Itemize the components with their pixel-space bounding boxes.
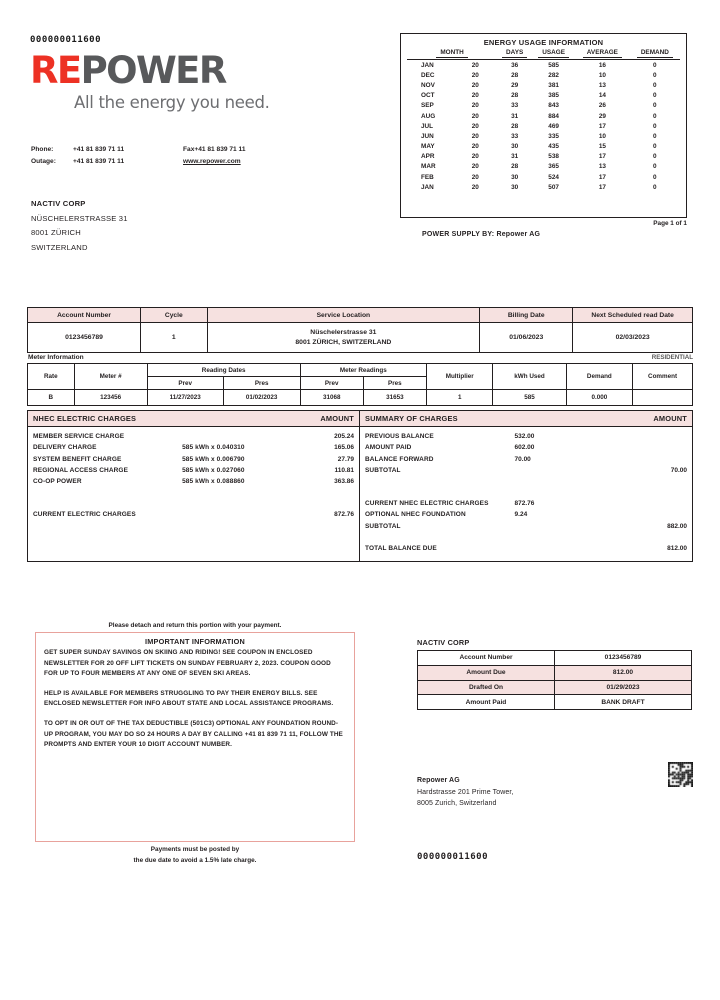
header-service-location: Service Location (207, 308, 480, 323)
charge-line-item (33, 454, 354, 465)
summary-amount-header: AMOUNT (653, 414, 687, 423)
usage-days: 30 (511, 183, 519, 191)
usage-value: 335 (548, 132, 559, 140)
usage-average: 10 (598, 71, 606, 79)
header-meterread-prev: Prev (300, 377, 363, 390)
usage-days: 33 (511, 102, 519, 110)
usage-year: 20 (471, 81, 479, 89)
usage-month: APR (421, 153, 435, 161)
usage-month: FEB (421, 173, 434, 181)
charge-line-item (33, 431, 354, 442)
usage-average: 14 (598, 92, 606, 100)
table-row (407, 152, 680, 162)
usage-demand: 0 (653, 81, 657, 89)
usage-month: NOV (421, 81, 435, 89)
table-row (407, 172, 680, 182)
charge-amount: 27.79 (337, 455, 354, 463)
stub-row-label: Amount Paid (418, 695, 555, 710)
summary-of-charges-body (360, 427, 692, 554)
summary-spacer-1 (365, 476, 687, 498)
account-summary-head (28, 308, 693, 323)
remit-company-name: Repower AG (417, 777, 460, 784)
usage-month: JUN (421, 132, 434, 140)
summary-description: SUBTOTAL (365, 522, 401, 530)
usage-month: JAN (421, 61, 434, 69)
customer-street: NÜSCHELERSTRASSE 31 (31, 213, 128, 223)
value-comment (633, 390, 693, 406)
usage-days: 30 (511, 173, 519, 181)
outage-label: Outage: (31, 158, 56, 165)
charge-description: SYSTEM BENEFIT CHARGE (33, 455, 122, 463)
service-location-line1: Nüschelerstrasse 31 (310, 329, 377, 336)
table-row (418, 695, 692, 710)
summary-of-charges-header (360, 411, 692, 427)
usage-demand: 0 (653, 71, 657, 79)
value-billing-date: 01/06/2023 (480, 323, 573, 353)
usage-month: JAN (421, 183, 434, 191)
meter-information-caption: Meter Information (28, 354, 84, 361)
value-meterread-prev: 31068 (300, 390, 363, 406)
repower-logo (30, 49, 270, 112)
summary-description: SUBTOTAL (365, 466, 401, 474)
energy-usage-table (407, 49, 680, 192)
table-row (407, 80, 680, 90)
usage-average: 17 (598, 122, 606, 130)
value-kwh-used: 585 (493, 390, 566, 406)
usage-value: 884 (548, 112, 559, 120)
col-demand: DEMAND (630, 49, 680, 60)
summary-line-item (365, 509, 687, 520)
usage-year: 20 (471, 92, 479, 100)
summary-amount: 70.00 (670, 466, 687, 474)
charge-line-item (33, 465, 354, 476)
table-row (407, 131, 680, 141)
remit-address-line1: Hardstrasse 201 Prime Tower, (417, 788, 514, 796)
rate-class-label: RESIDENTIAL (651, 354, 693, 361)
logo-power-text: POWER (80, 49, 226, 92)
account-summary-body (28, 323, 693, 353)
usage-month: DEC (421, 71, 435, 79)
important-information-box (35, 632, 355, 842)
usage-demand: 0 (653, 122, 657, 130)
usage-days: 29 (511, 81, 519, 89)
table-row (407, 91, 680, 101)
electric-charges-panel (27, 410, 360, 562)
usage-month: SEP (421, 102, 434, 110)
energy-usage-header-row (407, 49, 680, 60)
summary-description: AMOUNT PAID (365, 444, 412, 452)
usage-month: JUL (421, 122, 434, 130)
remit-address-line2: 8005 Zurich, Switzerland (417, 800, 497, 807)
usage-average: 16 (598, 61, 606, 69)
header-meter-readings: Meter Readings (300, 364, 426, 377)
table-row (407, 182, 680, 192)
table-row (418, 665, 692, 680)
account-summary-table (27, 307, 693, 353)
customer-address-block (31, 197, 128, 255)
usage-year: 20 (471, 143, 479, 151)
usage-value: 385 (548, 92, 559, 100)
customer-city: 8001 ZÜRICH (31, 228, 81, 237)
usage-average: 17 (598, 183, 606, 191)
important-information-title: IMPORTANT INFORMATION (145, 637, 245, 646)
stub-row-label: Account Number (418, 651, 555, 666)
usage-year: 20 (471, 71, 479, 79)
header-demand: Demand (566, 364, 633, 390)
value-next-read-date: 02/03/2023 (573, 323, 693, 353)
current-electric-charges-row (33, 509, 354, 520)
current-electric-charges-label: CURRENT ELECTRIC CHARGES (33, 511, 136, 519)
usage-average: 26 (598, 102, 606, 110)
summary-line-item (365, 465, 687, 476)
important-paragraph: HELP IS AVAILABLE FOR MEMBERS STRUGGLING TO PAY THEIR ENERGY BILLS. SEE ENCLOSED NEWSLETTER FOR INFO ABOUT STATE AND LOCAL ASSISTANCE PROGRAMS. (44, 689, 334, 708)
meter-information-table (27, 363, 693, 406)
usage-year: 20 (471, 163, 479, 171)
usage-value: 469 (548, 122, 559, 130)
charge-description: REGIONAL ACCESS CHARGE (33, 466, 129, 474)
payment-note-line2: the due date to avoid a 1.5% late charge. (133, 856, 257, 864)
header-account-number: Account Number (28, 308, 141, 323)
table-row (28, 323, 693, 353)
value-meterread-pres: 31653 (363, 390, 426, 406)
header-reading-prev: Prev (147, 377, 223, 390)
usage-days: 31 (511, 112, 519, 120)
usage-days: 28 (511, 71, 519, 79)
table-row (407, 162, 680, 172)
usage-value: 381 (548, 81, 559, 89)
charge-description: CO-OP POWER (33, 478, 82, 486)
summary-line-item (365, 521, 687, 532)
important-paragraph: TO OPT IN OR OUT OF THE TAX DEDUCTIBLE (501C3) OPTIONAL ANY FOUNDATION ROUND-UP PROGRAM, YOU MAY DO SO 24 HOURS A DAY BY CALLING +41 81 839 71 11, FOLLOW THE PROMPTS AND ENTER YOUR 10 DIGIT ACCOUNT NUMBER. (44, 719, 343, 749)
usage-value: 365 (548, 163, 559, 171)
value-cycle: 1 (141, 323, 208, 353)
ocr-account-line-bottom: 000000011600 (417, 852, 489, 862)
summary-of-charges-panel (360, 410, 693, 562)
summary-group-current (365, 498, 687, 532)
bill-header (0, 0, 720, 250)
header-billing-date: Billing Date (480, 308, 573, 323)
usage-month: AUG (421, 112, 436, 120)
payment-stub-table (417, 650, 692, 710)
stub-row-value: 812.00 (555, 665, 692, 680)
usage-demand: 0 (653, 143, 657, 151)
value-rate: B (28, 390, 75, 406)
summary-description: OPTIONAL NHEC FOUNDATION (365, 511, 466, 519)
charge-line-item (33, 476, 354, 487)
table-row (407, 121, 680, 131)
header-cycle: Cycle (141, 308, 208, 323)
power-supply-by: POWER SUPPLY BY: Repower AG (422, 231, 541, 238)
stub-row-label: Drafted On (418, 680, 555, 695)
usage-value: 585 (548, 61, 559, 69)
usage-demand: 0 (653, 183, 657, 191)
table-row (418, 651, 692, 666)
electric-charges-amount-header: AMOUNT (320, 414, 354, 423)
table-row (407, 142, 680, 152)
summary-value: 70.00 (514, 455, 531, 463)
header-reading-dates: Reading Dates (147, 364, 300, 377)
usage-demand: 0 (653, 102, 657, 110)
electric-charges-body (28, 427, 359, 521)
meter-table-head (28, 364, 693, 390)
summary-description: CURRENT NHEC ELECTRIC CHARGES (365, 500, 489, 508)
stub-row-label: Amount Due (418, 665, 555, 680)
table-row (407, 111, 680, 121)
usage-value: 435 (548, 143, 559, 151)
value-demand: 0.000 (566, 390, 633, 406)
important-information-paragraphs (44, 648, 346, 751)
usage-year: 20 (471, 132, 479, 140)
payment-note-line1: Payments must be posted by (150, 846, 240, 853)
usage-average: 17 (598, 153, 606, 161)
stub-customer-name: NACTIV CORP (417, 638, 470, 647)
usage-days: 31 (511, 153, 519, 161)
usage-demand: 0 (653, 153, 657, 161)
usage-month: OCT (421, 92, 435, 100)
header-multiplier: Multiplier (426, 364, 493, 390)
table-row (407, 101, 680, 111)
header-reading-pres: Pres (223, 377, 300, 390)
usage-average: 10 (598, 132, 606, 140)
usage-month: MAY (421, 143, 435, 151)
energy-usage-box (400, 33, 687, 218)
customer-country: SWITZERLAND (31, 242, 88, 252)
charge-calculation: 585 kWh x 0.040310 (182, 444, 245, 452)
contact-row-outage (31, 156, 331, 168)
summary-value: 532.00 (514, 433, 535, 440)
payment-stub-body (418, 651, 692, 710)
usage-demand: 0 (653, 173, 657, 181)
charge-description: MEMBER SERVICE CHARGE (33, 433, 125, 440)
header-next-read-date: Next Scheduled read Date (573, 308, 693, 323)
current-electric-charges-amount: 872.76 (334, 511, 354, 519)
charge-calculation: 585 kWh x 0.027060 (182, 466, 245, 474)
usage-days: 33 (511, 132, 519, 140)
header-comment: Comment (633, 364, 693, 390)
charge-description: DELIVERY CHARGE (33, 444, 97, 452)
header-meter-number: Meter # (74, 364, 147, 390)
usage-year: 20 (471, 61, 479, 69)
website-link[interactable]: www.repower.com (183, 158, 241, 165)
summary-spacer-2 (365, 532, 687, 543)
meter-header-row-1 (28, 364, 693, 377)
total-balance-due-amount: 812.00 (667, 545, 687, 553)
usage-average: 13 (598, 163, 606, 171)
usage-average: 15 (598, 143, 606, 151)
usage-value: 282 (548, 71, 559, 79)
usage-days: 28 (511, 163, 519, 171)
usage-demand: 0 (653, 112, 657, 120)
qr-code (668, 762, 693, 787)
contact-row-phone (31, 144, 331, 156)
usage-year: 20 (471, 183, 479, 191)
value-service-location (207, 323, 480, 353)
summary-value: 872.76 (514, 500, 535, 508)
usage-value: 538 (548, 153, 559, 161)
electric-charges-header (28, 411, 359, 427)
col-average: AVERAGE (575, 49, 630, 60)
table-row (28, 390, 693, 406)
usage-days: 28 (511, 92, 519, 100)
usage-value: 524 (548, 173, 559, 181)
usage-year: 20 (471, 173, 479, 181)
usage-average: 13 (598, 81, 606, 89)
usage-average: 17 (598, 173, 606, 181)
usage-demand: 0 (653, 163, 657, 171)
total-balance-due-label: TOTAL BALANCE DUE (365, 545, 437, 553)
company-contact-block (31, 144, 331, 168)
charge-amount: 205.24 (334, 433, 354, 440)
charge-amount: 363.86 (334, 478, 354, 486)
value-reading-prev: 11/27/2023 (147, 390, 223, 406)
charge-amount: 165.06 (334, 444, 354, 452)
payment-posting-note (35, 845, 355, 866)
phone-value: +41 81 839 71 11 (73, 146, 125, 153)
stub-row-value: 0123456789 (555, 651, 692, 666)
usage-value: 843 (548, 102, 559, 110)
usage-demand: 0 (653, 92, 657, 100)
usage-year: 20 (471, 112, 479, 120)
usage-value: 507 (548, 183, 559, 191)
header-rate: Rate (28, 364, 75, 390)
col-usage: USAGE (532, 49, 575, 60)
table-row (407, 70, 680, 80)
summary-line-item (365, 442, 687, 453)
account-summary-header-row (28, 308, 693, 323)
summary-value: 9.24 (514, 511, 528, 519)
fax-value: Fax+41 81 839 71 11 (183, 146, 246, 153)
charge-calculation: 585 kWh x 0.088860 (182, 478, 245, 486)
stub-row-value: BANK DRAFT (555, 695, 692, 710)
energy-usage-body (407, 60, 680, 193)
total-balance-due-row (365, 543, 687, 554)
service-location-line2: 8001 ZÜRICH, SWITZERLAND (295, 338, 392, 346)
usage-days: 28 (511, 122, 519, 130)
header-meterread-pres: Pres (363, 377, 426, 390)
ocr-account-line-top: 000000011600 (30, 35, 102, 45)
charge-line-item (33, 442, 354, 453)
summary-of-charges-title: SUMMARY OF CHARGES (365, 414, 458, 423)
important-paragraph: GET SUPER SUNDAY SAVINGS ON SKIING AND RIDING! SEE COUPON IN ENCLOSED NEWSLETTER FOR 20 OFF LIFT TICKETS ON SUNDAY FEBRUARY 2, 2023. COUPON GOOD FOR UP TO FOUR MEMBERS AT ANY ONE OF SEVEN SKI AREAS. (44, 649, 331, 678)
value-account-number: 0123456789 (28, 323, 141, 353)
usage-days: 30 (511, 143, 519, 151)
phone-label: Phone: (31, 146, 54, 153)
usage-demand: 0 (653, 61, 657, 69)
usage-days: 36 (511, 61, 519, 69)
electric-charges-lines (33, 431, 354, 487)
header-kwh-used: kWh Used (493, 364, 566, 390)
summary-description: PREVIOUS BALANCE (365, 433, 434, 440)
customer-name: NACTIV CORP (31, 199, 86, 208)
summary-line-item (365, 454, 687, 465)
stub-row-value: 01/29/2023 (555, 680, 692, 695)
charges-spacer (33, 487, 354, 509)
remittance-address-block (417, 775, 513, 810)
summary-amount: 882.00 (667, 522, 687, 530)
usage-month: MAR (421, 163, 436, 171)
col-month: MONTH (407, 49, 497, 60)
usage-year: 20 (471, 102, 479, 110)
summary-line-item (365, 431, 687, 442)
logo-tagline: All the energy you need. (74, 93, 270, 112)
meter-table-body (28, 390, 693, 406)
summary-description: BALANCE FORWARD (365, 455, 434, 463)
usage-year: 20 (471, 122, 479, 130)
summary-group-balance (365, 431, 687, 476)
value-meter-number: 123456 (74, 390, 147, 406)
summary-line-item (365, 498, 687, 509)
summary-value: 602.00 (514, 444, 535, 452)
col-days: DAYS (497, 49, 532, 60)
usage-demand: 0 (653, 132, 657, 140)
outage-value: +41 81 839 71 11 (73, 158, 125, 165)
value-reading-pres: 01/02/2023 (223, 390, 300, 406)
logo-re-text: RE (30, 49, 81, 92)
usage-average: 29 (598, 112, 606, 120)
detach-notice: Please detach and return this portion with your payment. (108, 622, 282, 629)
charge-calculation: 585 kWh x 0.006790 (182, 455, 245, 463)
table-row (407, 60, 680, 71)
energy-usage-head (407, 49, 680, 60)
electric-charges-title: NHEC ELECTRIC CHARGES (33, 414, 137, 423)
charge-amount: 110.81 (334, 466, 354, 474)
logo-wordmark (30, 49, 270, 92)
usage-year: 20 (471, 153, 479, 161)
value-multiplier: 1 (426, 390, 493, 406)
table-row (418, 680, 692, 695)
page-indicator: Page 1 of 1 (653, 220, 687, 227)
energy-usage-title: ENERGY USAGE INFORMATION (483, 38, 604, 47)
